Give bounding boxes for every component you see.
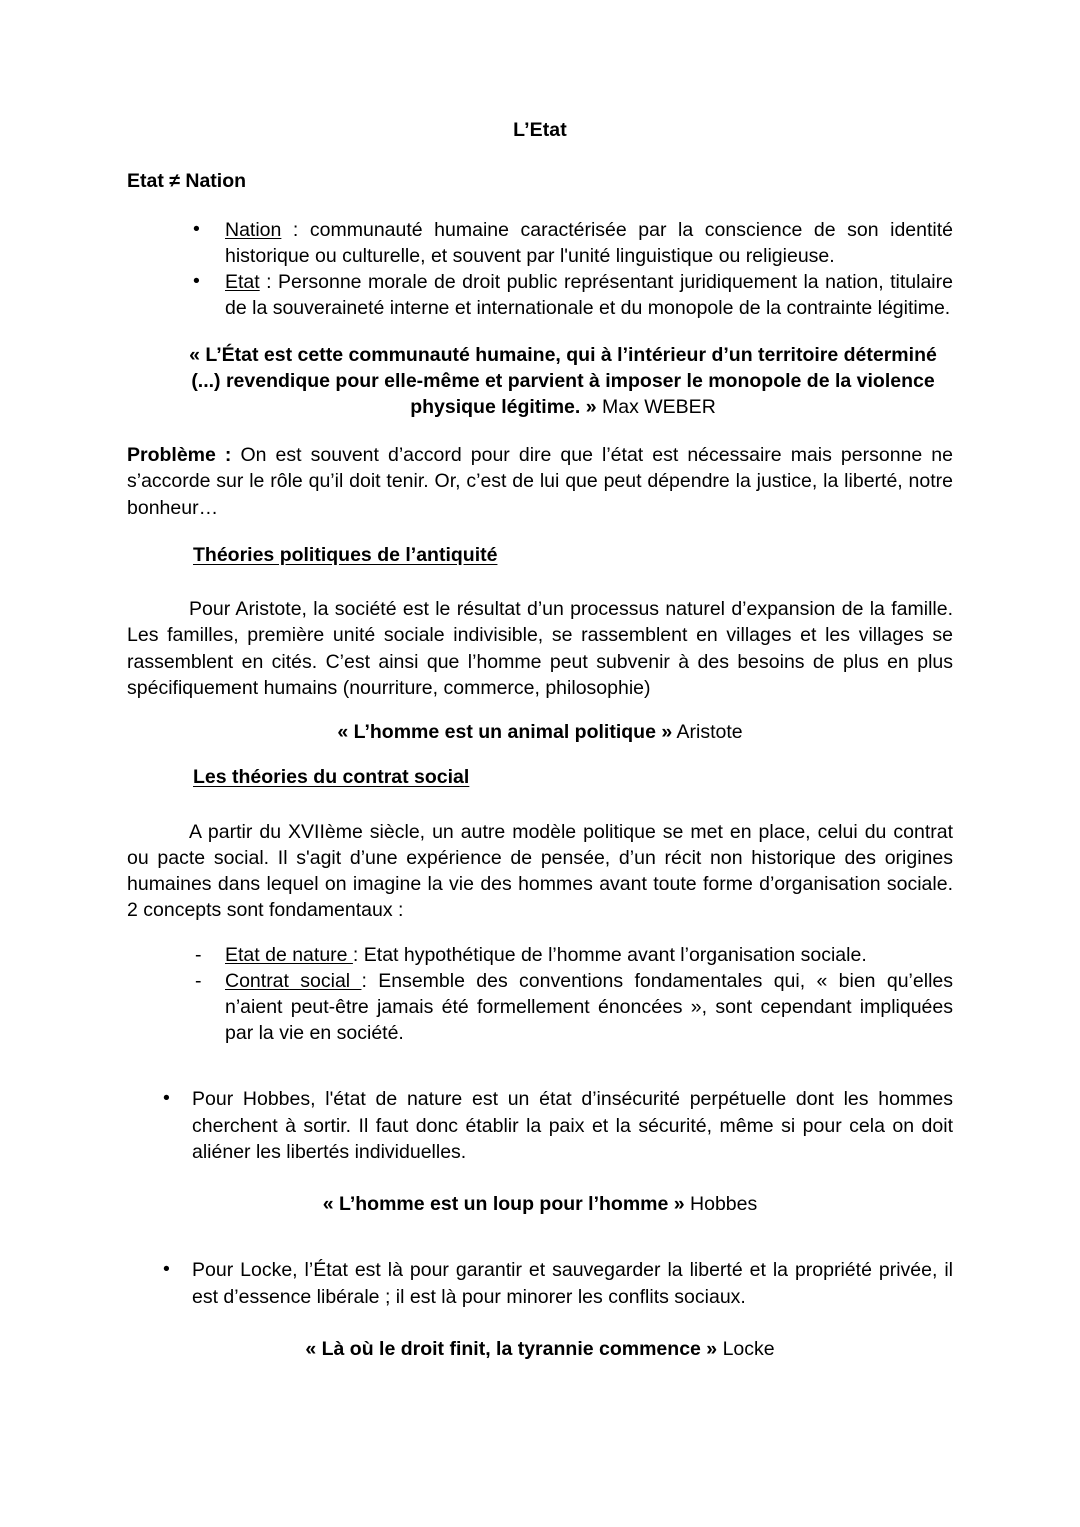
definitions-list	[127, 217, 953, 322]
spacer	[127, 521, 953, 543]
spacer	[127, 420, 953, 442]
spacer	[127, 582, 953, 596]
antiquite-paragraph: Pour Aristote, la société est le résultat d’un processus naturel d’expansion de la famille. Les familles, première unité sociale indivisible, se rassemblent en villages et les villages se rassemblent en cités. C’est ainsi que l’homme peut subvenir à des besoins de plus en plus spécifiquement humains (nourriture, commerce, philosophie)	[127, 598, 953, 699]
aristote-quote-text: « L’homme est un animal politique »	[337, 721, 673, 744]
spacer	[127, 924, 953, 942]
hobbes-quote	[127, 1191, 953, 1217]
philosophers-list-hobbes	[127, 1086, 953, 1165]
weber-quote-author: Max WEBER	[596, 396, 716, 418]
definition-separator: :	[281, 218, 310, 241]
bullet-icon: •	[193, 270, 200, 293]
section-heading-etat-nation: Etat ≠ Nation	[127, 170, 247, 193]
spacer	[127, 805, 953, 819]
definition-separator: :	[259, 271, 279, 294]
spacer	[127, 701, 953, 719]
aristote-quote-author: Aristote	[672, 721, 743, 744]
document-content	[127, 118, 953, 1362]
locke-quote-author: Locke	[717, 1337, 775, 1360]
list-item	[127, 269, 953, 321]
spacer	[127, 745, 953, 765]
locke-quote-text: « Là où le droit finit, la tyrannie commence »	[305, 1337, 718, 1360]
probleme-label: Problème :	[127, 444, 232, 467]
sub-heading-antiquite: Théories politiques de l’antiquité	[193, 543, 498, 566]
concept-term: Etat de nature	[225, 943, 353, 966]
spacer	[127, 1310, 953, 1336]
probleme-text: On est souvent d’accord pour dire que l’état est nécessaire mais personne ne s’accorde sur le rôle qu’il doit tenir. Or, c’est de lui que peut dépendre la justice, la liberté, notre bonheur…	[127, 444, 953, 519]
list-item	[127, 1257, 953, 1309]
contrat-social-paragraph: A partir du XVIIème siècle, un autre modèle politique se met en place, celui du contrat ou pacte social. Il s'agit d’une expérience de pensée, d’un récit non historique des origines humaines dans lequel on imagine la vie des hommes avant toute forme d’organisation sociale. 2 concepts sont fondamentaux :	[127, 820, 953, 922]
weber-quote	[127, 342, 953, 421]
probleme-paragraph	[127, 442, 953, 521]
spacer	[127, 1217, 953, 1257]
definition-term: Nation	[225, 218, 282, 241]
list-item	[127, 968, 953, 1047]
hobbes-quote-author: Hobbes	[684, 1193, 758, 1216]
spacer	[127, 322, 953, 342]
concept-term: Contrat social	[225, 969, 362, 992]
definition-term: Etat	[225, 271, 260, 294]
bullet-icon: •	[163, 1258, 170, 1281]
list-item	[127, 217, 953, 269]
locke-paragraph: Pour Locke, l’État est là pour garantir et sauvegarder la liberté et la propriété privée, il est d’essence libérale ; il est là pour minorer les conflits sociaux.	[192, 1259, 953, 1308]
definition-text: Personne morale de droit public représentant juridiquement la nation, titulaire de la souveraineté interne et internationale et du monopole de la contrainte légitime.	[225, 271, 953, 320]
concept-text: Etat hypothétique de l’homme avant l’organisation sociale.	[363, 943, 867, 966]
dash-icon: -	[195, 943, 202, 966]
page-title: L’Etat	[513, 119, 567, 141]
spacer	[127, 1165, 953, 1191]
dash-icon: -	[195, 969, 202, 992]
hobbes-paragraph: Pour Hobbes, l'état de nature est un état d’insécurité perpétuelle dont les hommes cherchent à sortir. Il faut donc établir la paix et la sécurité, même si pour cela on doit aliéner les libertés individuelles.	[192, 1088, 953, 1163]
bullet-icon: •	[193, 217, 200, 240]
list-item	[127, 1086, 953, 1165]
concept-separator: :	[352, 943, 364, 966]
hobbes-quote-text: « L’homme est un loup pour l’homme »	[322, 1193, 685, 1216]
list-item	[127, 942, 953, 968]
concepts-list	[127, 942, 953, 1047]
bullet-icon: •	[163, 1087, 170, 1110]
spacer	[127, 1046, 953, 1086]
aristote-quote	[127, 719, 953, 745]
definition-text: communauté humaine caractérisée par la conscience de son identité historique ou culturelle, et souvent par l'unité linguistique ou religieuse.	[225, 218, 953, 267]
locke-quote	[127, 1336, 953, 1362]
sub-heading-contrat-social: Les théories du contrat social	[193, 766, 470, 789]
concept-text: Ensemble des conventions fondamentales qui, « bien qu’elles n’aient peut-être jamais été formellement énoncées », sont cependant impliquées par la vie en société.	[225, 969, 953, 1045]
philosophers-list-locke	[127, 1257, 953, 1309]
weber-quote-text: « L’État est cette communauté humaine, qui à l’intérieur d’un territoire déterminé (...) revendique pour elle-même et parvient à imposer le monopole de la violence physique légitime. »	[189, 343, 937, 418]
concept-separator: :	[361, 969, 379, 992]
